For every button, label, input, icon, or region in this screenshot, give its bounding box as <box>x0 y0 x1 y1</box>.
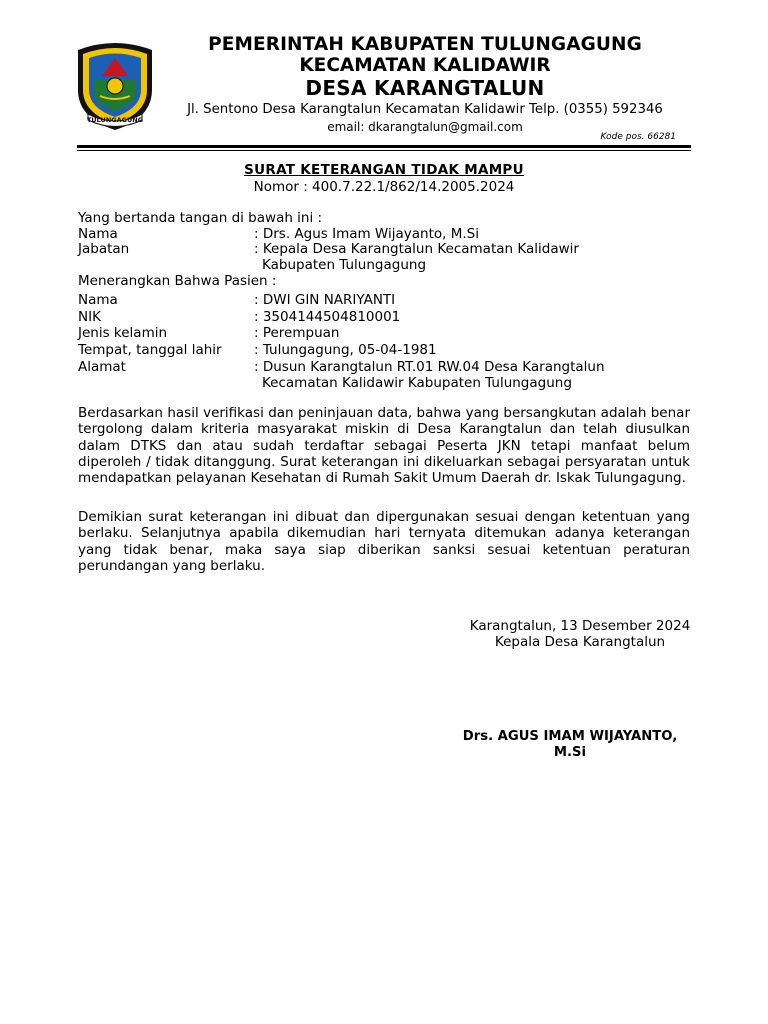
body-paragraph: Berdasarkan hasil verifikasi dan peninjauan data, bahwa yang bersangkutan adalah benar tergolong dalam kriteria masyarakat miskin di Desa Karangtalun dan telah diusulkan dalam DTKS dan atau sudah terdaftar sebagai Peserta JKN tetapi manfaat belum diperoleh / tidak ditanggung. Surat keterangan ini dikeluarkan sebagai persyaratan untuk mendapatkan pelayanan Kesehatan di Rumah Sakit Umum Daerah dr. Iskak Tulungagung. <box>78 405 690 487</box>
field-label: NIK <box>78 309 101 325</box>
signer-name: Drs. AGUS IMAM WIJAYANTO, <box>462 729 678 744</box>
signature-position: Kepala Desa Karangtalun <box>494 634 666 650</box>
field-value-continued: Kabupaten Tulungagung <box>262 257 427 273</box>
field-value: : Dusun Karangtalun RT.01 RW.04 Desa Karangtalun <box>254 359 605 375</box>
address-line: Jl. Sentono Desa Karangtalun Kecamatan Kalidawir Telp. (0355) 592346 <box>187 102 663 117</box>
regency-logo <box>72 40 158 132</box>
letter-title: SURAT KETERANGAN TIDAK MAMPU <box>244 162 524 178</box>
district-name: KECAMATAN KALIDAWIR <box>299 55 551 76</box>
field-label: Jenis kelamin <box>78 325 168 341</box>
field-label: Jabatan <box>78 241 130 257</box>
field-value: : Kepala Desa Karangtalun Kecamatan Kalidawir <box>254 241 579 257</box>
field-label: Tempat, tanggal lahir <box>78 342 222 358</box>
postal-code: Kode pos. 66281 <box>600 132 676 142</box>
patient-intro: Menerangkan Bahwa Pasien : <box>78 273 277 289</box>
field-value: : Tulungagung, 05-04-1981 <box>254 342 437 358</box>
field-label: Alamat <box>78 359 126 375</box>
regency-name: PEMERINTAH KABUPATEN TULUNGAGUNG <box>208 34 642 55</box>
signer-name-continued: M.Si <box>553 745 587 760</box>
svg-text:TULUNGAGUNG: TULUNGAGUNG <box>86 116 144 124</box>
letterhead-divider-thin <box>77 150 691 151</box>
email-line: email: dkarangtalun@gmail.com <box>327 120 523 134</box>
body-paragraph: Demikian surat keterangan ini dibuat dan dipergunakan sesuai dengan ketentuan yang berlaku. Selanjutnya apabila dikemudian hari ternyata ditemukan adanya keterangan yang tidak benar, maka saya siap diberikan sanksi sesuai ketentuan peraturan perundangan yang berlaku. <box>78 509 690 574</box>
field-value: : 3504144504810001 <box>254 309 401 325</box>
village-name: DESA KARANGTALUN <box>305 76 545 100</box>
field-value: : Drs. Agus Imam Wijayanto, M.Si <box>254 226 479 242</box>
field-value: : DWI GIN NARIYANTI <box>254 292 396 308</box>
field-value: : Perempuan <box>254 325 340 341</box>
letterhead <box>160 34 690 135</box>
letterhead-divider-thick <box>77 145 691 148</box>
field-label: Nama <box>78 226 118 242</box>
field-label: Nama <box>78 292 118 308</box>
letter-title-block <box>0 162 768 196</box>
field-value-continued: Kecamatan Kalidawir Kabupaten Tulungagung <box>262 375 572 391</box>
signature-place-date: Karangtalun, 13 Desember 2024 <box>469 618 691 634</box>
signatory-intro: Yang bertanda tangan di bawah ini : <box>78 210 323 226</box>
letter-number: Nomor : 400.7.22.1/862/14.2005.2024 <box>253 179 515 195</box>
